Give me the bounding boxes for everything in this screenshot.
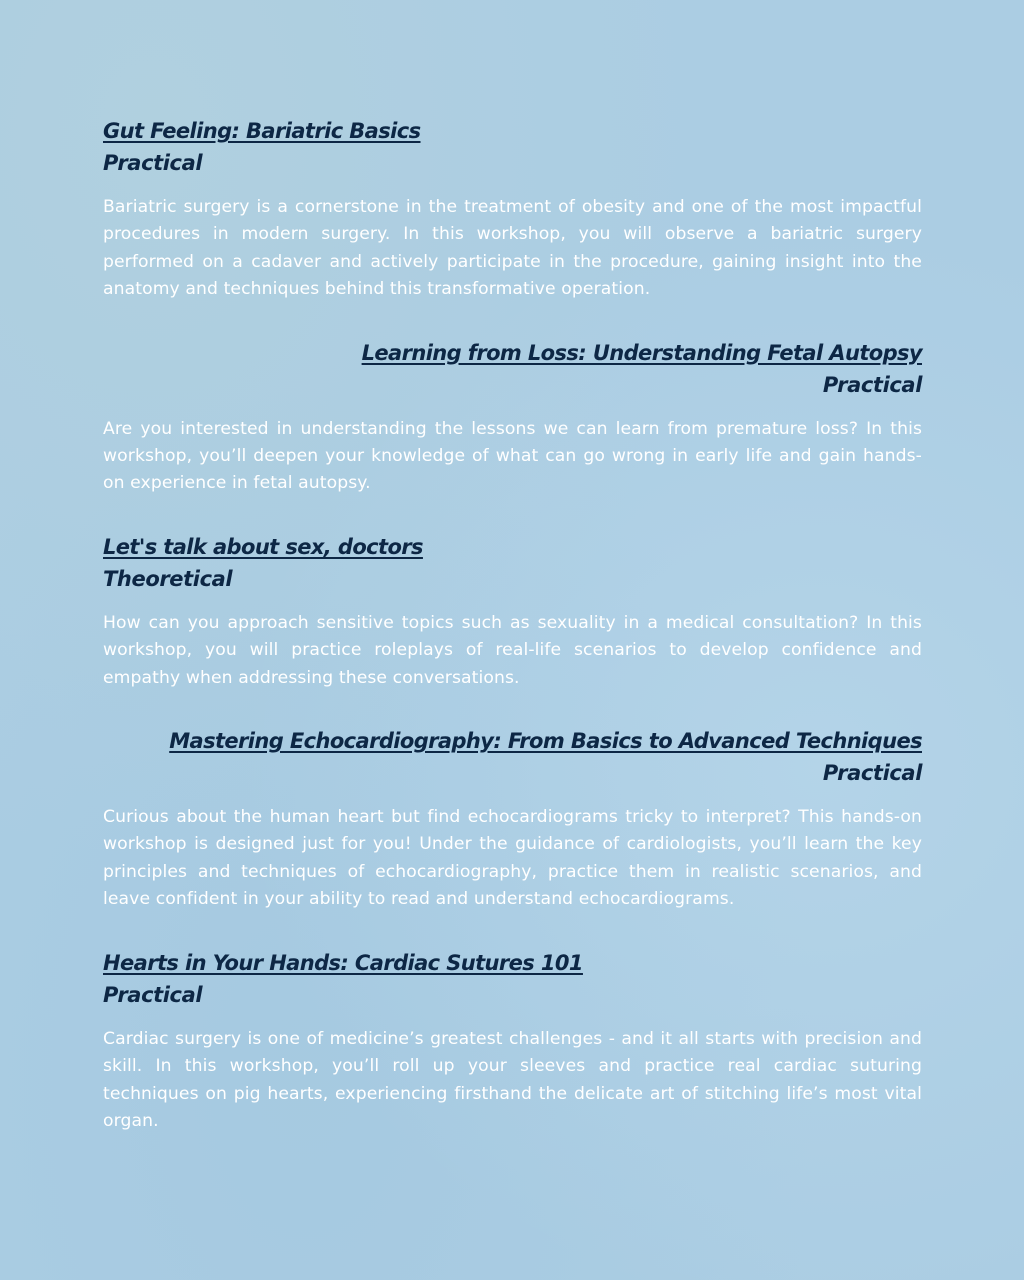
workshop-description: Are you interested in understanding the lessons we can learn from premature loss? In this workshop, you’ll deepen your knowledge of what can go wrong in early life and gain hands-on experience in fetal autopsy. — [103, 418, 922, 494]
workshop-type: Practical — [103, 982, 203, 1007]
workshop-description: How can you approach sensitive topics such as sexuality in a medical consultation? In this workshop, you will practice roleplays of real-life scenarios to develop confidence and empathy when addressing these conversations. — [103, 612, 922, 688]
workshop-sexuality — [103, 532, 922, 692]
workshop-title: Hearts in Your Hands: Cardiac Sutures 101 — [103, 950, 583, 975]
workshop-echocardiography — [103, 726, 922, 914]
workshop-bariatric — [103, 116, 922, 304]
workshop-title: Let's talk about sex, doctors — [103, 534, 423, 559]
workshop-cardiac-sutures — [103, 948, 922, 1136]
workshop-type: Practical — [822, 761, 922, 786]
workshop-title: Mastering Echocardiography: From Basics to Advanced Techniques — [169, 729, 922, 754]
workshop-type: Theoretical — [103, 566, 233, 591]
workshop-title: Learning from Loss: Understanding Fetal Autopsy — [361, 340, 922, 365]
workshop-fetal-autopsy — [103, 338, 922, 498]
workshop-type: Practical — [103, 151, 203, 175]
workshop-description: Curious about the human heart but find echocardiograms tricky to interpret? This hands-on workshop is designed just for you! Under the guidance of cardiologists, you’ll learn the key principles and techniques of echocardiography, practice them in realistic scenarios, and leave confident in your ability to read and understand echocardiograms. — [103, 807, 922, 910]
workshop-description: Bariatric surgery is a cornerstone in the treatment of obesity and one of the most impactful procedures in modern surgery. In this workshop, you will observe a bariatric surgery performed on a cadaver and actively participate in the procedure, gaining insight into the anatomy and techniques behind this transformative operation. — [103, 197, 922, 300]
workshop-type: Practical — [822, 372, 922, 397]
workshop-description: Cardiac surgery is one of medicine’s greatest challenges - and it all starts with precision and skill. In this workshop, you’ll roll up your sleeves and practice real cardiac suturing techniques on pig hearts, experiencing firsthand the delicate art of stitching life’s most vital organ. — [103, 1028, 922, 1131]
workshop-title: Gut Feeling: Bariatric Basics — [103, 119, 421, 143]
